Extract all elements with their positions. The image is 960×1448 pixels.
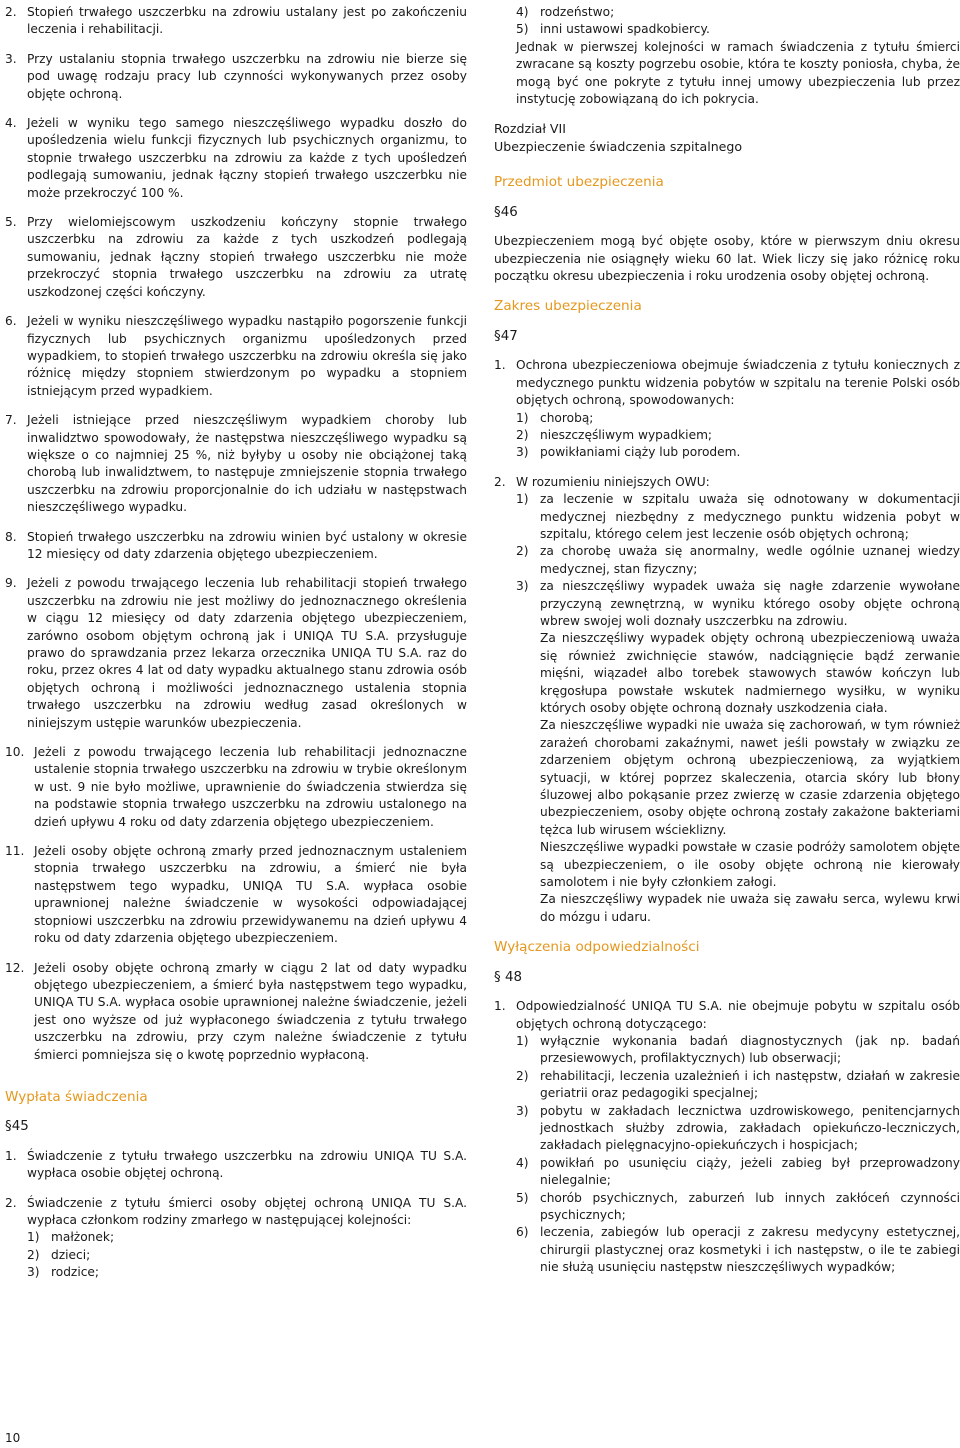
sub-item [516, 444, 960, 461]
definition-paragraph: Za nieszczęśliwy wypadek objęty ochroną ubezpieczeniową uważa się również zwichnięcie stawów, nadciągnięcie bądź zerwanie mięśni, wiązadeł albo torebek stawowych stawów kończyn lub kręgosłupa powstałe wskutek nadmiernego wysiłku, w wyniku których osoby objęte ochroną doznały uszkodzenia ciała. [540, 631, 960, 715]
item-number: 9. [5, 576, 17, 591]
item-body [516, 357, 960, 461]
section-symbol-45: §45 [5, 1119, 29, 1135]
section-symbol-46: §46 [494, 204, 518, 220]
sub-item-number: 1) [516, 410, 529, 425]
item-number: 2. [494, 474, 506, 489]
sub-item-text: za chorobę uważa się anormalny, wedle ogólnie uznanej wiedzy medycznej, stan fizyczny; [540, 544, 960, 576]
sub-item [516, 578, 960, 630]
item-text: Jeżeli w wyniku nieszczęśliwego wypadku nastąpiło pogorszenie funkcji fizycznych lub psychicznych organizmu upośledzonych przed wypadkiem, to stopień trwałego uszczerbku na zdrowiu określa się jako różnicę między stopniem stwierdzonym po wypadku a stopniem istniejącym przed wypadkiem. [27, 314, 467, 398]
item-text: Jeżeli z powodu trwającego leczenia lub rehabilitacji stopień trwałego uszczerbku na zdrowiu nie jest możliwy do jednoznacznego określenia w ciągu 12 miesięcy od daty zdarzenia objętego ubezpieczeniem, zarówno osobom objętym ochroną jak i UNIQA TU S.A. przysługuje prawo do sprawdzania przez lekarza orzecznika UNIQA TU S.A. raz do roku, przez okres 4 lat od daty wypadku aktualnego stanu zdrowia osób objętych ochroną i możliwości jednoznacznego ustalenia stopnia trwałego uszczerbku na zdrowiu według zasad określonych w niniejszym ustępie warunków ubezpieczenia. [27, 576, 467, 730]
item-number: 5. [5, 215, 17, 230]
sub-item-text: nieszczęśliwym wypadkiem; [540, 427, 713, 442]
sub-item-text: pobytu w zakładach lecznictwa uzdrowiskowego, penitencjarnych jednostkach służby zdrowia, zakładach opiekuńczo-leczniczych, zakładach pielęgnacyjno-opiekuńczych i hospicjach; [540, 1103, 960, 1153]
sub-item-number: 1) [27, 1230, 40, 1245]
section-heading-payout: Wypłata świadczenia [5, 1088, 148, 1105]
sub-item-text: leczenia, zabiegów lub operacji z zakresu medycyny estetycznej, chirurgii plastycznej oraz kosmetyki i ich następstw, o ile te zabiegi nie służą usunięciu następstw nieszczęśliwych wypadków; [540, 1225, 960, 1275]
paragraph-item [5, 412, 467, 516]
item-number: 2. [5, 1195, 17, 1210]
item-number: 8. [5, 529, 17, 544]
definition-paragraph: Za nieszczęśliwy wypadek nie uważa się zawału serca, wylewu krwi do mózgu i udaru. [540, 892, 960, 924]
item-text: W rozumieniu niniejszych OWU: [516, 474, 710, 489]
item-number: 1. [494, 999, 506, 1014]
paragraph-item [5, 115, 467, 202]
page-number: 10 [5, 1431, 21, 1445]
paragraph-item [5, 575, 467, 732]
sub-item-number: 2) [516, 1068, 529, 1083]
item-number: 6. [5, 314, 17, 329]
sub-item-number: 1) [516, 492, 529, 507]
sub-item-number: 3) [516, 579, 529, 594]
sub-item-number: 6) [516, 1225, 529, 1240]
item-number: 12. [5, 960, 25, 975]
section-heading-scope: Zakres ubezpieczenia [494, 298, 642, 315]
item-text: Świadczenie z tytułu śmierci osoby objętej ochroną UNIQA TU S.A. wypłaca członkom rodziny zmarłego w następującej kolejności: [27, 1195, 467, 1227]
sub-item [516, 1033, 960, 1068]
chapter-title [494, 120, 960, 156]
item-text: Jeżeli z powodu trwającego leczenia lub rehabilitacji jednoznaczne ustalenie stopnia trwałego uszczerbku na zdrowiu w trybie określonym w ust. 9 nie było możliwe, uprawnienie do świadczenia stwierdza się na podstawie stopnia trwałego uszczerbku na zdrowiu ustalonego na dzień upływu 4 roku od daty zdarzenia objętego ubezpieczeniem. [34, 745, 467, 829]
paragraph-item [5, 4, 467, 39]
item-text: Odpowiedzialność UNIQA TU S.A. nie obejmuje pobytu w szpitalu osób objętych ochroną dotyczącego: [516, 999, 960, 1031]
sub-item [516, 1190, 960, 1225]
continued-list [494, 4, 960, 108]
item-number: 10. [5, 745, 25, 760]
section-heading-subject: Przedmiot ubezpieczenia [494, 174, 664, 191]
sub-item-text: rehabilitacji, leczenia uzależnień i ich następstw, działań w zakresie geriatrii oraz pedagogiki specjalnej; [540, 1068, 960, 1101]
sub-item-number: 3) [516, 445, 529, 460]
sub-item-text: za nieszczęśliwy wypadek uważa się nagłe zdarzenie wywołane przyczyną zewnętrzną, w wyniku którego osoby objęte ochroną wbrew swojej woli doznały uszczerbku na zdrowiu. [540, 579, 960, 628]
item-body [27, 1195, 467, 1282]
item-number: 2. [5, 5, 17, 19]
sub-item-number: 4) [516, 5, 529, 19]
sub-item [516, 410, 960, 427]
sub-item-number: 2) [516, 544, 529, 559]
sub-item-text: rodzeństwo; [540, 5, 615, 19]
sub-item [27, 1229, 467, 1246]
sub-item-text: inni ustawowi spadkobiercy. [540, 22, 710, 37]
section-heading-exclusions: Wyłączenia odpowiedzialności [494, 939, 700, 956]
sub-item [516, 427, 960, 444]
item-number: 7. [5, 413, 17, 428]
section-46-text: Ubezpieczeniem mogą być objęte osoby, które w pierwszym dniu okresu ubezpieczenia nie osiągnęły wieku 60 lat. Wiek liczy się jako różnicę roku początku okresu ubezpieczenia i roku urodzenia osoby objętej ochroną. [494, 234, 960, 284]
sub-item-text: chorób psychicznych, zaburzeń lub innych zakłóceń czynności psychicznych; [540, 1190, 960, 1222]
sub-item-text: chorobą; [540, 410, 594, 425]
sub-item-text: małżonek; [51, 1230, 115, 1245]
paragraph-item [494, 998, 960, 1277]
sub-item [516, 4, 960, 21]
paragraph-item [5, 51, 467, 103]
chapter-name: Ubezpieczenie świadczenia szpitalnego [494, 139, 743, 155]
sub-item-number: 1) [516, 1033, 529, 1048]
item-text: Ochrona ubezpieczeniowa obejmuje świadczenia z tytułu koniecznych z medycznego punktu widzenia pobytów w szpitalu na terenie Polski osób objętych ochroną, spowodowanych: [516, 358, 960, 408]
item-text: Przy ustalaniu stopnia trwałego uszczerbku na zdrowiu nie bierze się pod uwagę rodzaju pracy lub czynności wykonywanych przez osoby objęte ochroną. [27, 51, 467, 101]
right-column [494, 4, 960, 1277]
sub-item-number: 3) [27, 1265, 40, 1280]
sub-item-number: 5) [516, 22, 529, 37]
item-text: Jeżeli osoby objęte ochroną zmarły w ciągu 2 lat od daty wypadku objętego ubezpieczeniem, a śmierć była następstwem tego wypadku, UNIQA TU S.A. wypłaca osobie uprawnionej należne świadczenie, jeżeli jest ono wyższe od już wypłaconego świadczenia z tytułu trwałego uszczerbku na zdrowiu, przy czym należne świadczenie z tytułu śmierci pomniejsza się o kwotę poprzednio wypłaconą. [34, 960, 467, 1062]
section-symbol-48: § 48 [494, 969, 522, 985]
paragraph-item [5, 744, 467, 831]
paragraph-item [5, 214, 467, 301]
item-text: Stopień trwałego uszczerbku na zdrowiu winien być ustalony w okresie 12 miesięcy od daty zdarzenia objętego ubezpieczeniem. [27, 529, 467, 561]
item-text: Jeżeli w wyniku tego samego nieszczęśliwego wypadku doszło do upośledzenia wielu funkcji fizycznych lub psychicznych organizmu, to stopnie trwałego uszczerbku na zdrowiu za każde z tych upośledzeń podlegają sumowaniu, jednak łączny stopień trwałego uszczerbku nie może przekroczyć 100 %. [27, 116, 467, 200]
paragraph-item [5, 313, 467, 400]
sub-item [516, 491, 960, 543]
item-number: 1. [494, 358, 506, 373]
section-symbol-47: §47 [494, 328, 518, 344]
item-number: 4. [5, 116, 17, 131]
sub-item-text: powikłań po usunięciu ciąży, jeżeli zabieg był przeprowadzony nielegalnie; [540, 1155, 960, 1188]
sub-item-text: powikłaniami ciąży lub porodem. [540, 445, 741, 460]
sub-item-text: dzieci; [51, 1247, 91, 1262]
paragraph-item [5, 529, 467, 564]
item-text: Stopień trwałego uszczerbku na zdrowiu ustalany jest po zakończeniu leczenia i rehabilitacji. [27, 5, 467, 37]
item-number: 3. [5, 51, 17, 66]
item-body [516, 474, 960, 927]
definition-paragraph: Nieszczęśliwe wypadki powstałe w czasie podróży samolotem objęte są ubezpieczeniem, o ile osoby objęte ochroną nie kierowały samolotem i nie były członkiem załogi. [540, 840, 960, 890]
sub-item [516, 1224, 960, 1276]
item-text: Jeżeli osoby objęte ochroną zmarły przed jednoznacznym ustaleniem stopnia trwałego uszczerbku na zdrowiu, a śmierć nie była następstwem tego wypadku, UNIQA TU S.A. wypłaca osobie uprawnionej należne świadczenie w wysokości odpowiadającej stopniowi uszczerbku na zdrowiu przewidywanemu na dzień upływu 4 roku od daty zdarzenia objętego ubezpieczeniem. [34, 844, 467, 946]
accident-definitions [516, 630, 960, 926]
sub-item [516, 21, 960, 38]
paragraph-item [5, 1148, 467, 1183]
sub-item [516, 543, 960, 578]
sub-item [516, 1155, 960, 1190]
sub-item-text: rodzice; [51, 1265, 100, 1280]
sub-item [27, 1264, 467, 1281]
sub-item-text: za leczenie w szpitalu uważa się odnotowany w dokumentacji medycznej niezbędny z medycznego punktu widzenia pobyt w szpitalu, którego celem jest leczenie osób objętych ochroną; [540, 492, 960, 541]
sub-item [27, 1247, 467, 1264]
item-text: Świadczenie z tytułu trwałego uszczerbku na zdrowiu UNIQA TU S.A. wypłaca osobie objętej ochroną. [27, 1148, 467, 1181]
sub-item-number: 2) [27, 1247, 40, 1262]
item-number: 1. [5, 1148, 17, 1163]
sub-item-number: 5) [516, 1190, 529, 1205]
left-column [5, 4, 467, 1282]
sub-item-number: 4) [516, 1155, 529, 1170]
paragraph-item [5, 843, 467, 947]
item-text: Przy wielomiejscowym uszkodzeniu kończyny stopnie trwałego uszczerbku na zdrowiu za każde z tych uszkodzeń podlegają sumowaniu, jednak łączny stopień trwałego uszczerbku nie może przekroczyć stopnia trwałego uszczerbku na zdrowiu za utratę uszkodzonej części kończyny. [27, 215, 467, 299]
item-body [516, 998, 960, 1277]
chapter-number: Rozdział VII [494, 121, 566, 137]
sub-item-text: wyłącznie wykonania badań diagnostycznych (jak np. badań przesiewowych, profilaktycznych) lub obserwacji; [540, 1033, 960, 1066]
item-text: Jeżeli istniejące przed nieszczęśliwym wypadkiem choroby lub inwalidztwo spowodowały, że następstwa nieszczęśliwego wypadku są większe o co najmniej 25 %, niż byłyby u osoby nie obciążonej taką chorobą lub inwalidztwem, to następuje zmniejszenie stopnia trwałego uszczerbku na zdrowiu proporcjonalnie do ich udziału w następstwach nieszczęśliwego wypadku. [27, 413, 467, 515]
sub-item [516, 1068, 960, 1103]
sub-item-number: 3) [516, 1103, 529, 1118]
paragraph-item [494, 474, 960, 927]
paragraph-item [5, 1195, 467, 1282]
item-number: 11. [5, 844, 25, 859]
sub-item-number: 2) [516, 427, 529, 442]
sub-item [516, 1103, 960, 1155]
paragraph-item [5, 960, 467, 1064]
definition-paragraph: Za nieszczęśliwe wypadki nie uważa się zachorowań, w tym również zarażeń chorobami zakaźnymi, nawet jeśli powstały w związku ze zdarzeniem objętym ochroną ubezpieczeniową, za wyjątkiem sytuacji, w której poprzez skaleczenia, otarcia skóry lub błony śluzowej albo pokąsanie przez zwierzę w czasie zdarzenia objętego ubezpieczeniem, osoby objęte ochroną zostały zakażone bakteriami tężca lub wirusem wścieklizny. [540, 718, 960, 837]
paragraph-item [494, 357, 960, 461]
funeral-costs-note: Jednak w pierwszej kolejności w ramach świadczenia z tytułu śmierci zwracane są koszty pogrzebu osobie, która te koszty poniosła, chyba, że mogą być one pokryte z tytułu innej umowy ubezpieczenia lub przez instytucję zobowiązaną do ich pokrycia. [516, 39, 960, 107]
